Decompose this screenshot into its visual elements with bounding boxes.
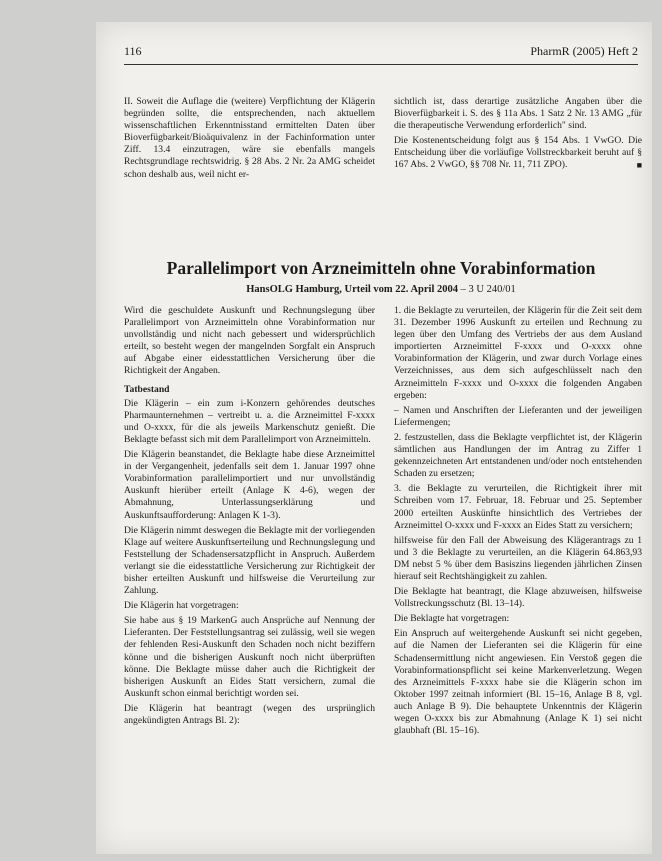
paragraph: Die Klägerin nimmt deswegen die Beklagte mit der vorliegenden Klage auf weitere Auskunftserteilung und Rechnungslegung und Feststellung der Schadensersatzpflicht in Anspruch. Außerdem verlangt sie die eidesstattliche Versicherung zur Richtigkeit der bisher erteilten Auskunft und hilfsweise die Verurteilung zur Zahlung. — [124, 524, 375, 597]
paragraph: Die Beklagte hat vorgetragen: — [394, 613, 510, 625]
header-rule — [124, 64, 638, 65]
paragraph: Sie habe aus § 19 MarkenG auch Ansprüche auf Nennung der Lieferanten. Der Feststellungsantrag sei zulässig, weil sie wegen der fehlenden Resi-Auskunft den Schaden noch nicht beziffern könne und die bisherigen Auskunft noch nicht überprüften könne. Die Beklagte müsse daher auch die Richtigkeit der bisherigen Auskunft an Eides Statt versichern, zumal die Auskunft schon einmal berichtigt worden sei. — [124, 615, 375, 699]
page-header — [124, 44, 638, 62]
end-mark-icon: ■ — [636, 160, 642, 171]
paragraph: sichtlich ist, dass derartige zusätzliche Angaben über die Bioverfügbarkeit i. S. des § 11a Abs. 1 Satz 2 Nr. 13 AMG „für die therapeutische Verwendung erforderlich" sind. — [394, 96, 642, 132]
top-left-column — [124, 96, 375, 184]
paragraph: Die Klägerin hat beantragt (wegen des ursprünglich angekündigten Antrags Bl. 2): — [124, 702, 375, 726]
document-page — [96, 22, 652, 854]
paragraph: II. Soweit die Auflage die (weitere) Verpflichtung der Klägerin begründen sollte, die entsprechenden, nach aktuellem wissenschaftlichen Erkenntnisstand ermittelten Daten über Bioverfügbarkeit/Bioäquivalenz in der Fachinformation unter Ziff. 13.4 einzutragen, wäre sie ebenfalls mangels Rechtsgrundlage rechtswidrig. § 28 Abs. 2 Nr. 2a AMG scheidet schon deshalb aus, weil nicht er- — [124, 96, 375, 180]
paragraph-text: Die Kostenentscheidung folgt aus § 154 Abs. 1 VwGO. Die Entscheidung über die vorläufige Vollstreckbarkeit beruht auf § 167 Abs. 2 VwGO, §§ 708 Nr. 11, 711 ZPO). — [394, 135, 642, 171]
paragraph: – Namen und Anschriften der Lieferanten und der jeweiligen Liefermengen; — [394, 404, 642, 428]
paragraph: Die Klägerin – ein zum i-Konzern gehörendes deutsches Pharmaunternehmen – vertreibt u. a. die Arzneimittel F-xxxx und O-xxxx, für die als jeweils Markenschutz genießt. Die Beklagte befasst sich mit dem Parallelimport von Arzneimitteln. — [124, 397, 375, 445]
paragraph: Die Klägerin hat vorgetragen: — [124, 600, 239, 612]
paragraph: Die Beklagte hat beantragt, die Klage abzuweisen, hilfsweise Vollstreckungsschutz (Bl. 13–14). — [394, 586, 642, 610]
paragraph: Die Klägerin beanstandet, die Beklagte habe diese Arzneimittel in der Vergangenheit, jedenfalls seit dem 1. Januar 1997 ohne Vorabinformation parallelimportiert und nur unvollständig Auskunft hierüber erteilt (Anlage K 4-6), wegen der Abmahnung, Unterlassungserklärung und Auskunftsaufforderung: Anlagen K 1-3). — [124, 449, 375, 521]
top-right-column — [394, 96, 642, 175]
paragraph: hilfsweise für den Fall der Abweisung des Klägerantrags zu 1 und 3 die Beklagte zu verurteilen, an die Klägerin 64.863,93 DM nebst 5 % über dem Basiszins liegenden jährlichen Zinsen hierauf seit Rechtshängigkeit zu zahlen. — [394, 534, 642, 582]
journal-reference: PharmR (2005) Heft 2 — [530, 44, 638, 58]
headnote: Wird die geschuldete Auskunft und Rechnungslegung über Parallelimport von Arzneimitteln ohne Vorabinformation nur unvollständig und nicht nach gebessert und widersprüchlich erteilt, so besteht wegen der mangelnden Sorgfalt ein Anspruch auf Abgabe einer eidesstattlichen Versicherung über die Richtigkeit der Angaben. — [124, 305, 375, 377]
court-decision: HansOLG Hamburg, Urteil vom 22. April 2004 — [246, 284, 458, 295]
paragraph: Ein Anspruch auf weitergehende Auskunft sei nicht gegeben, auf die Namen der Lieferanten sei die Klägerin für eine Schadensermittlung nicht angewiesen. Ein Verstoß gegen die Vorabinformationspflicht sei keine Markenverletzung. Wegen des Arzneimittels F-xxxx habe sie die Klägerin schon im Oktober 1997 zeitnah informiert (Bl. 15–16, Anlage B 8, vgl. auch Anlage B 9). Die behauptete Unkenntnis der Klägerin wegen O-xxxx bis zur Abmahnung (Anlage K 1) sei nicht glaubhaft (Bl. 15–16). — [394, 628, 642, 737]
section-heading: Tatbestand — [124, 383, 170, 395]
article-title: Parallelimport von Arzneimitteln ohne Vorabinformation — [166, 258, 596, 278]
left-column — [124, 305, 375, 730]
article-subtitle — [124, 284, 638, 295]
paragraph — [394, 135, 642, 171]
case-number: – 3 U 240/01 — [458, 284, 516, 295]
right-column — [394, 305, 642, 740]
page-number: 116 — [124, 44, 142, 58]
paragraph: 3. die Beklagte zu verurteilen, die Richtigkeit ihrer mit Schreiben vom 17. Februar, 18. Februar und 25. September 2000 erteilten Auskünfte hinsichtlich des Vertriebes der Arzneimittel O-xxxx und F-xxxx an Eides Statt zu versichern; — [394, 483, 642, 531]
paragraph: 1. die Beklagte zu verurteilen, der Klägerin für die Zeit seit dem 31. Dezember 1996 Auskunft zu erteilen und Rechnung zu legen über den Umfang des Vertriebs der aus dem Ausland importierten Arzneimittel F-xxxx und O-xxxx ohne Vorabinformation der Klägerin, und zwar durch Vorlage eines Verzeichnisses, aus dem sich aufgeschlüsselt nach den Arzneimitteln F-xxxx und O-xxxx die folgenden Angaben ergeben: — [394, 305, 642, 401]
paragraph: 2. festzustellen, dass die Beklagte verpflichtet ist, der Klägerin sämtlichen aus Handlungen der im Antrag zu Ziffer 1 gekennzeichneten Art entstandenen und/oder noch entstehenden Schaden zu ersetzen; — [394, 431, 642, 480]
